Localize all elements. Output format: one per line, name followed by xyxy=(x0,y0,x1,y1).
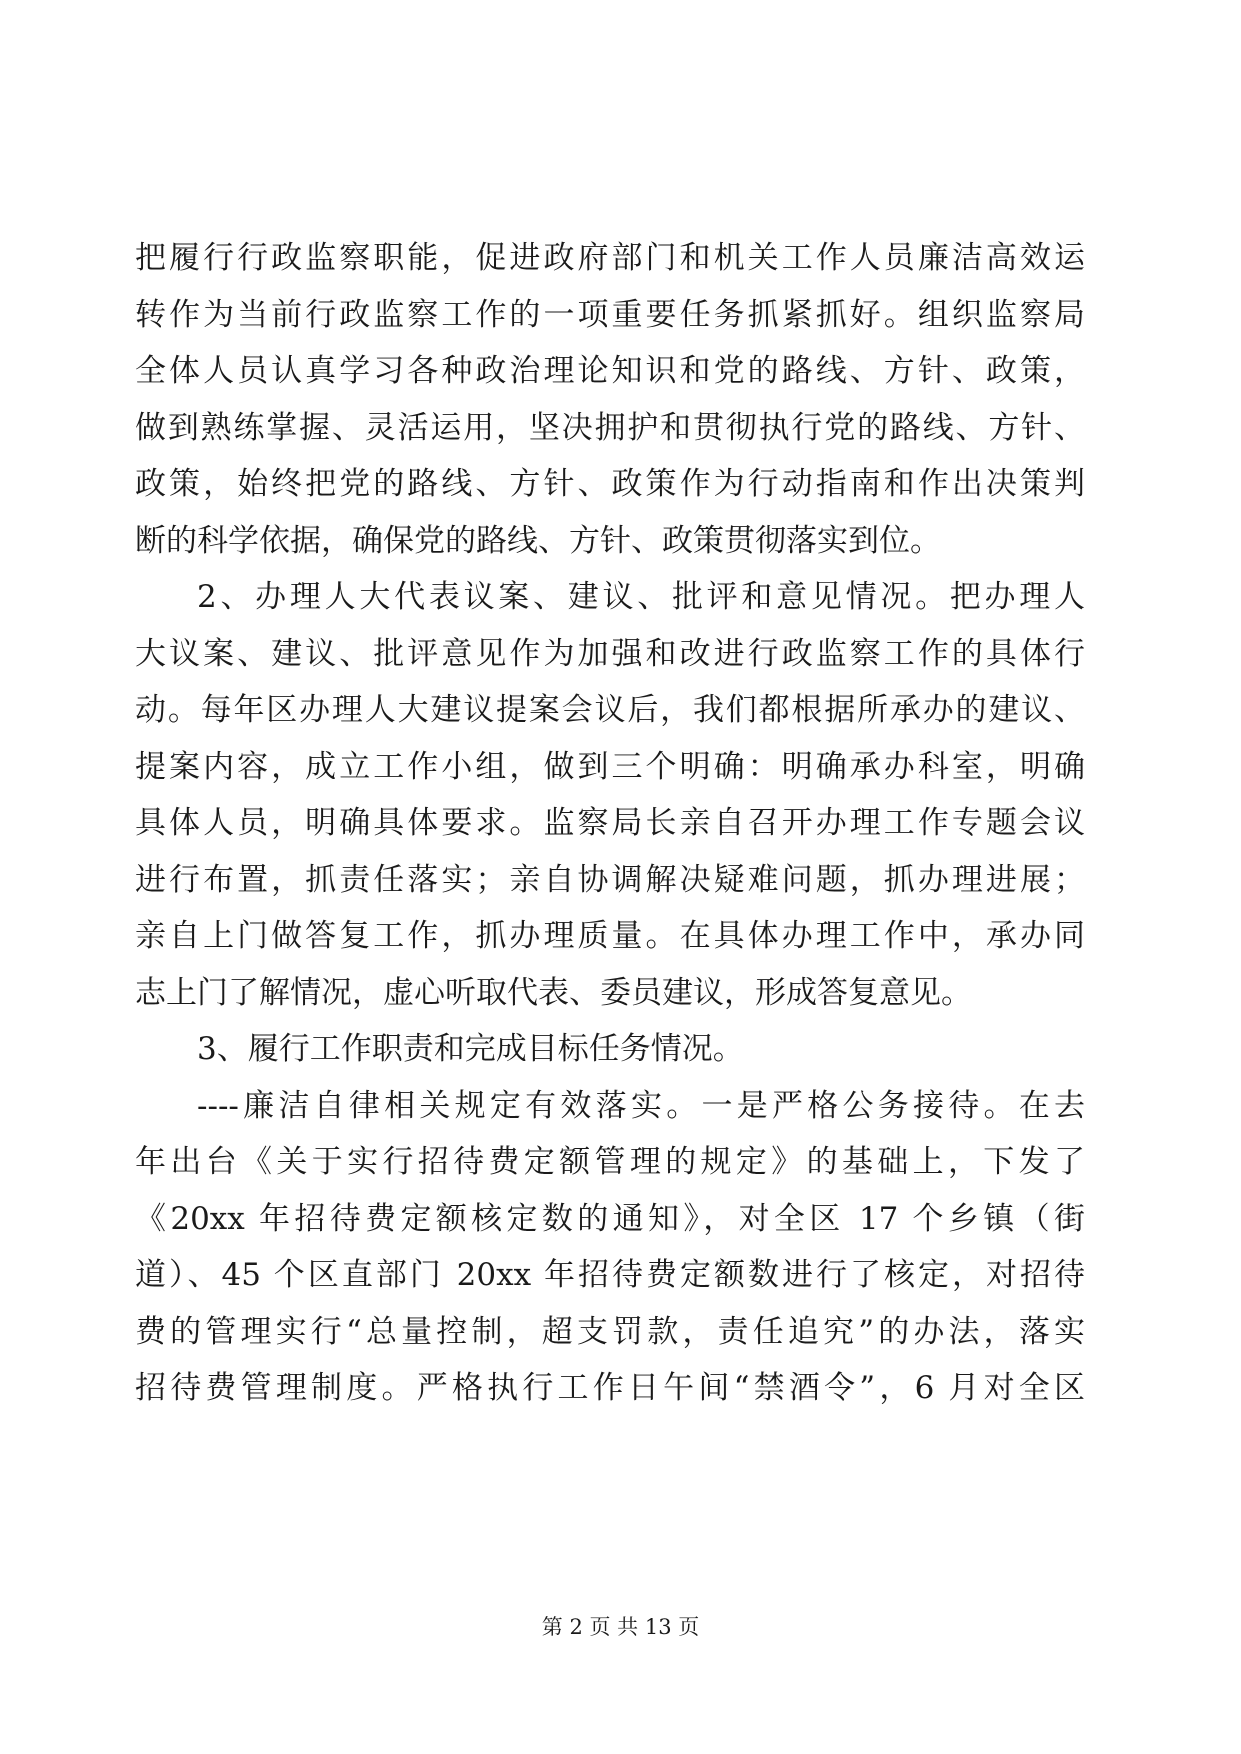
text-line: 提案内容，成立工作小组，做到三个明确：明确承办科室，明确 xyxy=(135,748,1085,785)
text-line: 动。每年区办理人大建议提案会议后，我们都根据所承办的建议、 xyxy=(135,692,1085,728)
text-line: 2、办理人大代表议案、建议、批评和意见情况。把办理人 xyxy=(197,579,1085,615)
text-line: 3、履行工作职责和完成目标任务情况。 xyxy=(197,1031,744,1067)
text-line: 政策，始终把党的路线、方针、政策作为行动指南和作出决策判 xyxy=(135,466,1085,502)
text-line: 转作为当前行政监察工作的一项重要任务抓紧抓好。组织监察局 xyxy=(135,296,1085,333)
text-line: 全体人员认真学习各种政治理论知识和党的路线、方针、政策， xyxy=(135,353,1085,389)
text-line: 《20xx 年招待费定额核定数的通知》，对全区 17 个乡镇（街 xyxy=(135,1200,1085,1237)
text-line: 进行布置，抓责任落实；亲自协调解决疑难问题，抓办理进展； xyxy=(135,861,1085,898)
text-line: 年出台《关于实行招待费定额管理的规定》的基础上，下发了 xyxy=(135,1144,1085,1180)
text-line: 大议案、建议、批评意见作为加强和改进行政监察工作的具体行 xyxy=(135,635,1085,672)
text-line: 断的科学依据，确保党的路线、方针、政策贯彻落实到位。 xyxy=(135,522,941,559)
text-line: 道）、45 个区直部门 20xx 年招待费定额数进行了核定，对招待 xyxy=(135,1257,1085,1293)
text-line: 把履行行政监察职能，促进政府部门和机关工作人员廉洁高效运 xyxy=(135,240,1085,276)
text-line: 招待费管理制度。严格执行工作日午间“禁酒令”，6 月对全区 xyxy=(135,1370,1085,1406)
page-number-footer: 第 2 页 共 13 页 xyxy=(541,1615,700,1639)
text-line: 亲自上门做答复工作，抓办理质量。在具体办理工作中，承办同 xyxy=(135,918,1085,954)
text-line: ----廉洁自律相关规定有效落实。一是严格公务接待。在去 xyxy=(197,1087,1085,1124)
text-line: 志上门了解情况，虚心听取代表、委员建议，形成答复意见。 xyxy=(135,974,972,1011)
text-line: 具体人员，明确具体要求。监察局长亲自召开办理工作专题会议 xyxy=(135,805,1085,841)
text-line: 做到熟练掌握、灵活运用，坚决拥护和贯彻执行党的路线、方针、 xyxy=(135,409,1085,446)
text-line: 费的管理实行“总量控制，超支罚款，责任追究”的办法，落实 xyxy=(135,1313,1085,1350)
document-body xyxy=(135,230,1085,1417)
